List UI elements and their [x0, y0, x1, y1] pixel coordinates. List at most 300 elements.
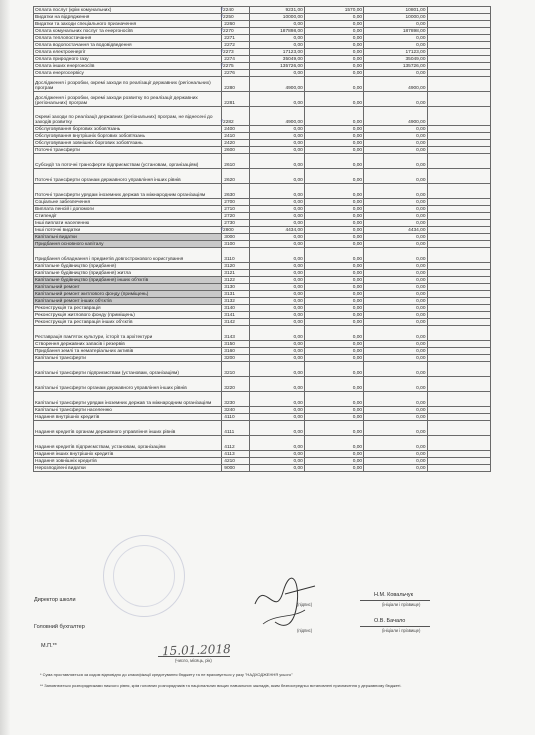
row-name: Оплата водопостачання та водовідведення: [34, 42, 222, 49]
row-empty: [427, 414, 491, 421]
row-empty: [427, 392, 491, 407]
row-code: 3230: [222, 392, 250, 407]
row-value-3: 0,00: [364, 355, 427, 362]
row-value-1: 0,00: [249, 234, 304, 241]
row-value-2: 0,00: [304, 21, 363, 28]
row-empty: [427, 154, 491, 169]
table-row: [34, 348, 491, 355]
row-value-3: 0,00: [364, 451, 427, 458]
row-code: 4110: [222, 414, 250, 421]
row-name: Реставрація пам'яток культури, історії та архітектури: [34, 326, 222, 341]
table-row: [34, 241, 491, 248]
row-name: Надання інших внутрішніх кредитів: [34, 451, 222, 458]
row-empty: [427, 35, 491, 42]
table-row: [34, 355, 491, 362]
row-name: Капітальне будівництво (придбання) житла: [34, 270, 222, 277]
table-row: [34, 56, 491, 63]
row-empty: [427, 348, 491, 355]
row-empty: [427, 184, 491, 199]
row-name: Дослідження і розробки, окремі заходи по реалізації державних (регіональних) програм: [34, 77, 222, 92]
row-empty: [427, 140, 491, 147]
row-value-1: 9231,00: [249, 7, 304, 14]
table-row: [34, 7, 491, 14]
row-value-1: 4900,00: [249, 107, 304, 126]
row-code: 3122: [222, 277, 250, 284]
row-value-1: 0,00: [249, 277, 304, 284]
row-value-2: 0,00: [304, 213, 363, 220]
table-row: [34, 436, 491, 451]
row-name: Надання зовнішніх кредитів: [34, 458, 222, 465]
row-name: Капітальні трансферти підприємствам (установам, організаціям): [34, 362, 222, 377]
row-value-3: 0,00: [364, 241, 427, 248]
row-empty: [427, 213, 491, 220]
row-value-2: 0,00: [304, 436, 363, 451]
check-mark-icon: √: [220, 118, 224, 125]
table-row: [34, 154, 491, 169]
row-value-3: 0,00: [364, 169, 427, 184]
row-name: Капітальні трансферти урядам іноземних держав та міжнародним організаціям: [34, 392, 222, 407]
row-value-1: 35049,00: [249, 56, 304, 63]
table-row: [34, 298, 491, 305]
row-value-1: 0,00: [249, 326, 304, 341]
row-value-1: 0,00: [249, 199, 304, 206]
row-code: 2700: [222, 199, 250, 206]
row-name: Надання внутрішніх кредитів: [34, 414, 222, 421]
row-value-1: 0,00: [249, 414, 304, 421]
row-empty: [427, 220, 491, 227]
row-value-1: 0,00: [249, 206, 304, 213]
accountant-name: О.В. Бачало: [374, 618, 406, 624]
row-code: 4111: [222, 421, 250, 436]
table-row: [34, 319, 491, 326]
row-value-1: 0,00: [249, 126, 304, 133]
row-value-1: 10000,00: [249, 14, 304, 21]
row-value-3: 0,00: [364, 312, 427, 319]
row-value-3: 0,00: [364, 147, 427, 154]
row-value-3: 0,00: [364, 377, 427, 392]
check-mark-icon: √: [220, 6, 224, 13]
row-value-2: 0,00: [304, 63, 363, 70]
scan-edge-shadow: [0, 0, 10, 735]
row-code: 4210: [222, 458, 250, 465]
row-value-1: 0,00: [249, 377, 304, 392]
row-name: Стипендії: [34, 213, 222, 220]
row-code: √2250: [222, 14, 250, 21]
row-value-2: 0,00: [304, 56, 363, 63]
table-row: [34, 451, 491, 458]
row-code: √2270: [222, 28, 250, 35]
row-value-1: 0,00: [249, 465, 304, 472]
row-value-2: 0,00: [304, 377, 363, 392]
director-name-line: [360, 600, 430, 601]
row-empty: [427, 355, 491, 362]
row-name: Створення державних запасів і резервів: [34, 341, 222, 348]
row-value-1: 0,00: [249, 305, 304, 312]
row-empty: [427, 227, 491, 234]
row-code: 2271: [222, 35, 250, 42]
row-value-1: 0,00: [249, 35, 304, 42]
row-value-3: 0,00: [364, 421, 427, 436]
row-name: Поточні трансферти урядам іноземних держав та міжнародним організаціям: [34, 184, 222, 199]
check-mark-icon: √: [220, 27, 224, 34]
row-value-3: 4434,00: [364, 227, 427, 234]
row-code: 2272: [222, 42, 250, 49]
row-value-1: 0,00: [249, 436, 304, 451]
row-value-3: 0,00: [364, 291, 427, 298]
row-value-1: 4434,00: [249, 227, 304, 234]
row-value-2: 0,00: [304, 263, 363, 270]
row-value-2: 0,00: [304, 92, 363, 107]
row-value-3: 0,00: [364, 465, 427, 472]
row-empty: [427, 107, 491, 126]
row-value-2: 0,00: [304, 312, 363, 319]
table-row: [34, 234, 491, 241]
row-value-3: 0,00: [364, 184, 427, 199]
row-code: 2610: [222, 154, 250, 169]
row-value-1: 0,00: [249, 348, 304, 355]
row-code: 2400: [222, 126, 250, 133]
table-row: [34, 140, 491, 147]
row-value-3: 0,00: [364, 126, 427, 133]
row-value-1: 0,00: [249, 42, 304, 49]
row-value-2: 0,00: [304, 42, 363, 49]
row-value-2: 0,00: [304, 154, 363, 169]
row-value-1: 135726,00: [249, 63, 304, 70]
table-row: [34, 126, 491, 133]
expenditure-table: [33, 6, 491, 472]
row-code: 3150: [222, 341, 250, 348]
row-empty: [427, 49, 491, 56]
table-row: [34, 220, 491, 227]
table-row: [34, 206, 491, 213]
row-value-2: 0,00: [304, 140, 363, 147]
row-value-2: 0,00: [304, 126, 363, 133]
table-row: [34, 42, 491, 49]
row-value-3: 187898,00: [364, 28, 427, 35]
row-empty: [427, 56, 491, 63]
row-value-3: 17123,00: [364, 49, 427, 56]
row-code: 3141: [222, 312, 250, 319]
row-value-2: 0,00: [304, 270, 363, 277]
handwritten-signature: [245, 574, 325, 634]
table-row: [34, 284, 491, 291]
row-value-3: 0,00: [364, 234, 427, 241]
row-value-3: 0,00: [364, 35, 427, 42]
table-row: [34, 263, 491, 270]
row-name: Реконструкція та реставрація інших об'єктів: [34, 319, 222, 326]
row-value-2: 0,00: [304, 206, 363, 213]
row-value-3: 0,00: [364, 263, 427, 270]
row-name: Поточні трансферти органам державного управління інших рівнів: [34, 169, 222, 184]
row-value-2: 0,00: [304, 421, 363, 436]
date-line: [158, 656, 230, 657]
row-value-1: 0,00: [249, 451, 304, 458]
table-row: [34, 392, 491, 407]
row-value-1: 0,00: [249, 355, 304, 362]
row-empty: [427, 206, 491, 213]
row-value-3: 4900,00: [364, 107, 427, 126]
row-value-2: 0,00: [304, 392, 363, 407]
accountant-sign-caption: (підпис): [297, 628, 313, 633]
row-value-3: 0,00: [364, 362, 427, 377]
table-row: [34, 35, 491, 42]
row-empty: [427, 42, 491, 49]
row-code: 2276: [222, 70, 250, 77]
row-empty: [427, 70, 491, 77]
row-value-3: 0,00: [364, 319, 427, 326]
table-row: [34, 49, 491, 56]
row-empty: [427, 248, 491, 263]
row-value-1: 0,00: [249, 92, 304, 107]
row-name: Надання кредитів органам державного управління інших рівнів: [34, 421, 222, 436]
check-mark-icon: √: [220, 62, 224, 69]
row-empty: [427, 133, 491, 140]
row-value-1: 0,00: [249, 147, 304, 154]
row-empty: [427, 270, 491, 277]
director-label: Директор школи: [34, 597, 76, 603]
row-value-3: 0,00: [364, 21, 427, 28]
row-code: 3140: [222, 305, 250, 312]
row-code: √2282: [222, 107, 250, 126]
row-code: 3132: [222, 298, 250, 305]
row-value-2: 0,00: [304, 305, 363, 312]
director-name: Н.М. Ковальчук: [374, 592, 414, 598]
row-code: 2600: [222, 147, 250, 154]
row-name: Реконструкція та реставрація: [34, 305, 222, 312]
row-name: Капітальне будівництво (придбання): [34, 263, 222, 270]
row-value-2: 0,00: [304, 49, 363, 56]
table-row: [34, 362, 491, 377]
row-name: Інші виплати населенню: [34, 220, 222, 227]
row-code: 2410: [222, 133, 250, 140]
accountant-name-caption: (ініціали і прізвище): [382, 628, 421, 633]
row-value-1: 0,00: [249, 184, 304, 199]
row-code: 3220: [222, 377, 250, 392]
row-value-1: 0,00: [249, 298, 304, 305]
row-value-1: 0,00: [249, 140, 304, 147]
row-name: Видатки на відрядження: [34, 14, 222, 21]
row-value-1: 187898,00: [249, 28, 304, 35]
row-empty: [427, 263, 491, 270]
row-value-3: 0,00: [364, 42, 427, 49]
row-empty: [427, 92, 491, 107]
row-code: 2720: [222, 213, 250, 220]
row-value-2: 0,00: [304, 458, 363, 465]
row-value-2: 0,00: [304, 147, 363, 154]
row-value-2: 0,00: [304, 451, 363, 458]
row-empty: [427, 28, 491, 35]
row-value-1: 0,00: [249, 270, 304, 277]
table-row: [34, 63, 491, 70]
row-name: Придбання обладнання і предметів довгострокового користування: [34, 248, 222, 263]
row-value-2: 0,00: [304, 319, 363, 326]
table-row: [34, 77, 491, 92]
row-empty: [427, 199, 491, 206]
table-row: [34, 147, 491, 154]
row-value-2: 0,00: [304, 14, 363, 21]
row-value-3: 0,00: [364, 284, 427, 291]
table-row: [34, 107, 491, 126]
row-value-3: 35049,00: [364, 56, 427, 63]
row-value-3: 135726,00: [364, 63, 427, 70]
row-code: 3200: [222, 355, 250, 362]
row-empty: [427, 63, 491, 70]
table-row: [34, 21, 491, 28]
row-code: 3240: [222, 407, 250, 414]
row-name: Оплата електроенергії: [34, 49, 222, 56]
row-value-3: 0,00: [364, 248, 427, 263]
row-code: 3160: [222, 348, 250, 355]
row-name: Виплата пенсій і допомоги: [34, 206, 222, 213]
row-empty: [427, 451, 491, 458]
row-empty: [427, 284, 491, 291]
table-row: [34, 421, 491, 436]
row-value-2: 0,00: [304, 199, 363, 206]
row-value-3: 4900,00: [364, 77, 427, 92]
table-row: [34, 326, 491, 341]
table-row: [34, 28, 491, 35]
check-mark-icon: √: [220, 226, 224, 233]
row-name: Видатки та заходи спеціального призначення: [34, 21, 222, 28]
row-value-3: 0,00: [364, 92, 427, 107]
table-row: [34, 248, 491, 263]
row-value-2: 0,00: [304, 277, 363, 284]
table-row: [34, 169, 491, 184]
row-value-3: 0,00: [364, 407, 427, 414]
table-row: [34, 458, 491, 465]
row-value-3: 10000,00: [364, 14, 427, 21]
row-value-1: 0,00: [249, 284, 304, 291]
row-value-3: 0,00: [364, 305, 427, 312]
handwritten-date: 15.01.2018: [161, 641, 231, 659]
row-value-2: 0,00: [304, 284, 363, 291]
row-value-3: 0,00: [364, 270, 427, 277]
row-value-3: 0,00: [364, 392, 427, 407]
row-empty: [427, 305, 491, 312]
table-row: [34, 184, 491, 199]
row-value-3: 0,00: [364, 199, 427, 206]
row-value-1: 17123,00: [249, 49, 304, 56]
row-value-3: 0,00: [364, 213, 427, 220]
row-value-1: 0,00: [249, 341, 304, 348]
row-value-2: 0,00: [304, 465, 363, 472]
row-code: √2275: [222, 63, 250, 70]
row-code: 2710: [222, 206, 250, 213]
row-code: 2730: [222, 220, 250, 227]
row-value-1: 0,00: [249, 392, 304, 407]
mp-label: М.П.**: [41, 643, 57, 649]
table-row: [34, 305, 491, 312]
row-value-2: 0,00: [304, 227, 363, 234]
row-code: 2280: [222, 77, 250, 92]
row-value-2: 0,00: [304, 241, 363, 248]
row-value-2: 0,00: [304, 362, 363, 377]
row-value-2: 0,00: [304, 291, 363, 298]
row-name: Поточні трансферти: [34, 147, 222, 154]
row-name: Надання кредитів підприємствам, установам, організаціям: [34, 436, 222, 451]
row-value-3: 0,00: [364, 326, 427, 341]
row-empty: [427, 21, 491, 28]
row-name: Нерозподілені видатки: [34, 465, 222, 472]
row-code: √2273: [222, 49, 250, 56]
row-value-2: 1570,00: [304, 7, 363, 14]
row-name: Капітальний ремонт інших об'єктів: [34, 298, 222, 305]
row-value-2: 0,00: [304, 407, 363, 414]
row-code: √2240: [222, 7, 250, 14]
footnote-1: * Сума проставляється за кодом відповідно до класифікації кредитування бюджету та не враховується у разу "НАДХОДЖЕННЯ усього": [40, 672, 293, 677]
row-code: 2420: [222, 140, 250, 147]
row-code: 2274: [222, 56, 250, 63]
round-seal-inner: [113, 545, 175, 607]
check-mark-icon: √: [220, 13, 224, 20]
row-code: 3121: [222, 270, 250, 277]
row-code: 3120: [222, 263, 250, 270]
table-row: [34, 465, 491, 472]
row-empty: [427, 362, 491, 377]
row-name: Капітальне будівництво (придбання) інших об'єктів: [34, 277, 222, 284]
row-name: Оплата інших енергоносіїв: [34, 63, 222, 70]
row-value-2: 0,00: [304, 234, 363, 241]
row-name: Субсидії та поточні трансферти підприємствам (установам, організаціям): [34, 154, 222, 169]
row-value-1: 0,00: [249, 248, 304, 263]
footnote-2: ** Заповнюється розпорядниками нижчого рівня, крім головних розпорядників та національних вищих навчальних закладів, яким безпосередньо встановлені призначення у державному бюджеті.: [40, 683, 402, 688]
table-row: [34, 227, 491, 234]
row-name: Оплата послуг (крім комунальних): [34, 7, 222, 14]
row-value-2: 0,00: [304, 341, 363, 348]
row-empty: [427, 298, 491, 305]
row-empty: [427, 147, 491, 154]
row-name: Придбання основного капіталу: [34, 241, 222, 248]
row-value-3: 0,00: [364, 70, 427, 77]
row-value-2: 0,00: [304, 248, 363, 263]
row-value-2: 0,00: [304, 169, 363, 184]
table-row: [34, 341, 491, 348]
row-value-2: 0,00: [304, 107, 363, 126]
accountant-name-line: [360, 626, 430, 627]
row-value-1: 0,00: [249, 458, 304, 465]
row-value-1: 0,00: [249, 220, 304, 227]
row-value-3: 0,00: [364, 277, 427, 284]
row-code: 3130: [222, 284, 250, 291]
row-code: 2630: [222, 184, 250, 199]
row-value-2: 0,00: [304, 348, 363, 355]
row-name: Придбання землі та нематеріальних активів: [34, 348, 222, 355]
row-value-2: 0,00: [304, 133, 363, 140]
row-name: Дослідження і розробки, окремі заходи розвитку по реалізації державних (регіональних) програм: [34, 92, 222, 107]
row-value-1: 4900,00: [249, 77, 304, 92]
date-caption: (число, місяць, рік): [175, 658, 212, 663]
row-name: Капітальні трансферти органам державного управління інших рівнів: [34, 377, 222, 392]
row-value-1: 0,00: [249, 312, 304, 319]
row-value-1: 0,00: [249, 169, 304, 184]
row-name: Оплата теплопостачання: [34, 35, 222, 42]
row-name: Капітальні трансферти населенню: [34, 407, 222, 414]
row-code: 4113: [222, 451, 250, 458]
row-value-3: 0,00: [364, 414, 427, 421]
row-value-1: 0,00: [249, 291, 304, 298]
director-sign-caption: (підпис): [297, 602, 313, 607]
table-row: [34, 414, 491, 421]
row-code: 3110: [222, 248, 250, 263]
table-row: [34, 270, 491, 277]
table-row: [34, 277, 491, 284]
row-empty: [427, 291, 491, 298]
row-value-1: 0,00: [249, 421, 304, 436]
row-value-2: 0,00: [304, 35, 363, 42]
row-value-3: 0,00: [364, 154, 427, 169]
row-value-3: 0,00: [364, 140, 427, 147]
row-value-2: 0,00: [304, 220, 363, 227]
